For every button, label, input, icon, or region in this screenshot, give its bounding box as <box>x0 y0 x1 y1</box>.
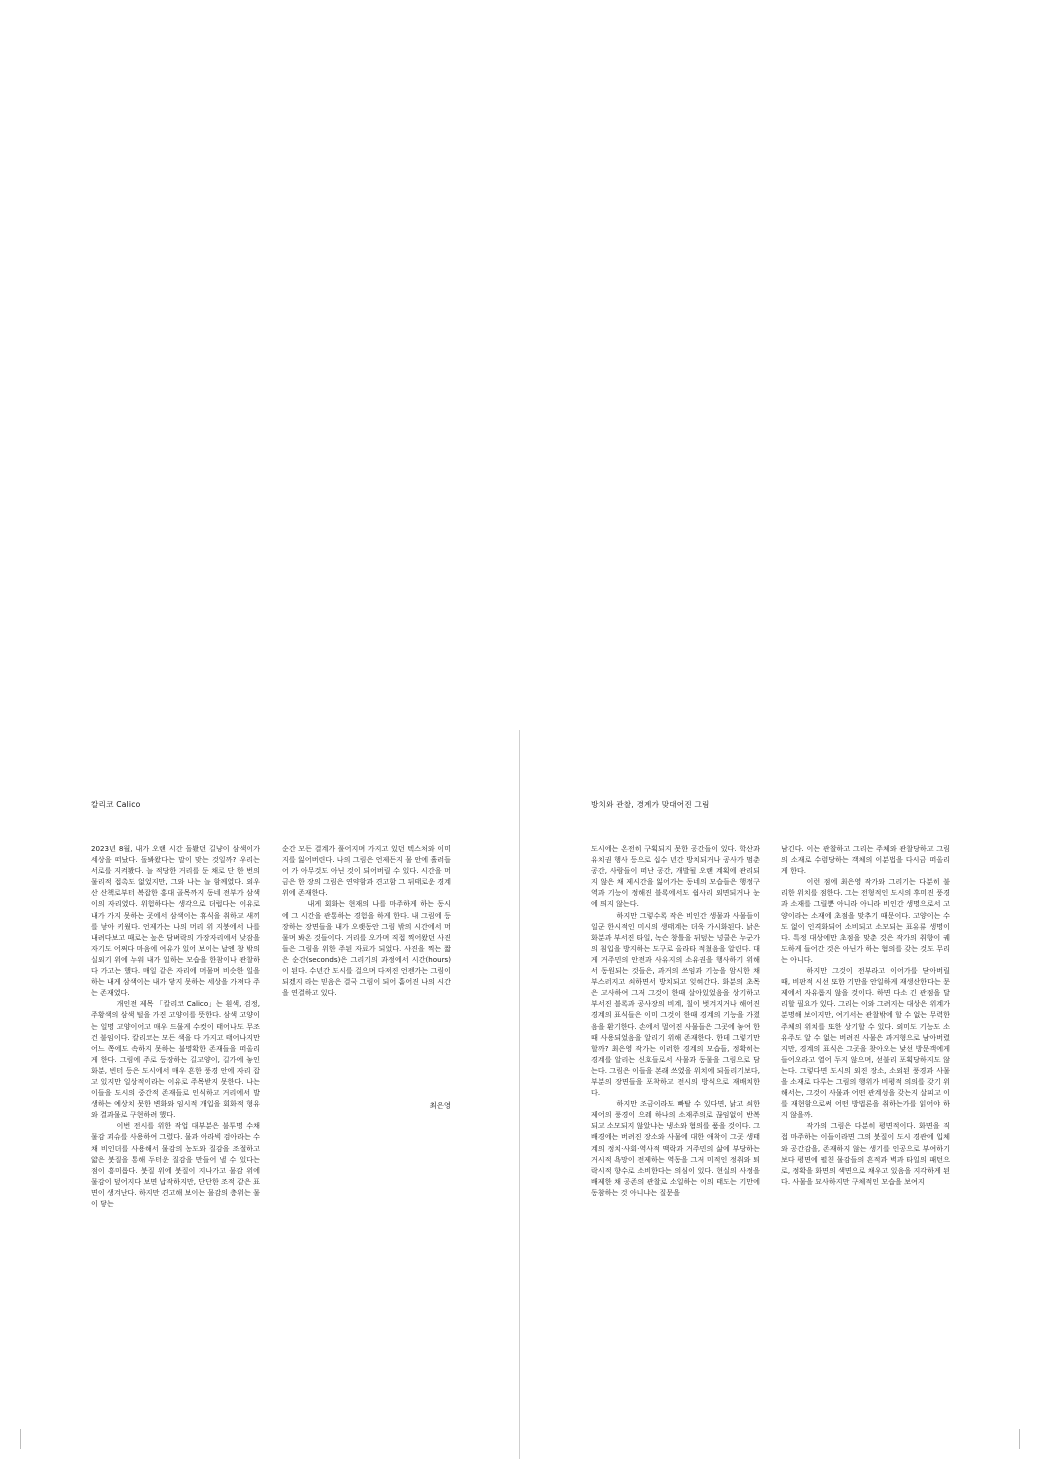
left-page-column-2 <box>282 843 451 998</box>
paragraph: 이번 전시를 위한 작업 대부분은 불투명 수채물감 괴슈를 사용하여 그렸다. 물과 아라빅 검아라는 수채 비인더를 사용해서 물감의 농도와 질감을 조절하고 얇은 붓질을 통해 두터운 질감을 만들어 낼 수 있다는 점이 흥미롭다. 붓질 위에 붓질이 지나가고 물감 위에 물감이 덮어지다 보면 납작하지만, 단단한 조적 같은 표면이 생겨난다. 하지만 견고해 보이는 물감의 층위는 물이 닿는 <box>91 1121 260 1208</box>
paragraph: 남긴다. 이는 관찰하고 그리는 주체와 관찰당하고 그림의 소재로 수렴당하는 객체의 이분법을 다시금 떠올리게 한다. <box>781 844 950 876</box>
left-page-title: 칼리코 Calico <box>91 800 141 809</box>
paragraph: 하지만 그렇수록 작은 비인간 생물과 사물들이 일군 한시적인 미시의 생태계는 더욱 가시화된다. 낡은 화분과 부서진 타일, 녹슨 창틀을 뒤덮는 넝쿨은 누군가의 침입을 방지하는 도구로 올라타 적쳤음을 알린다. 대게 거주민의 안전과 사유지의 소유권을 행사하기 위해서 동원되는 것들은, 과거의 쓰임과 기능을 암시한 채 부스러지고 쇠하면서 방치되고 잊혀간다. 화분의 초목은 고사하여 그저 그것이 한때 살아있었음을 상기하고 부서진 블록과 공사장의 비계, 칠이 벗겨지거나 해어진 경계의 표식들은 이미 그것이 한때 경계의 기능을 가졌음을 환기한다. 손에서 멀어진 사물들은 그곳에 놓여 한때 사용되었음을 알리기 위해 존재한다. 한데 그렇기만 할까? 최은영 작가는 이러한 경계의 모습들, 정확히는 경계를 알리는 신호들로서 사물과 동물을 그림으로 담는다. 그림은 이들을 본래 쓰였을 위치에 되돌리기보다, 부분의 장면들을 포착하고 전시의 방식으로 재배치한다. <box>591 910 760 1098</box>
right-page-column-1 <box>591 843 760 1198</box>
paragraph: 작가의 그림은 다분히 평면적이다. 화면을 직접 마주하는 이들이라면 그의 붓질이 도시 경관에 입체와 공간감을, 존재하지 않는 생기를 인공으로 부여하기보다 평면에 펼친 물감들의 흔적과 벽과 타일의 패턴으로, 정확을 화면의 색면으로 채우고 있음을 지각하게 된다. 사물을 묘사하지만 구체적인 모습을 보여지 <box>781 1121 950 1186</box>
author-name: 최은영 <box>429 1101 451 1110</box>
page-spine <box>519 730 520 1459</box>
right-page-title: 방치와 관찰, 경계가 맞대어진 그림 <box>591 800 710 809</box>
left-page-column-1 <box>91 843 260 1209</box>
paragraph: 내게 회화는 현재의 나를 마주하게 하는 동시에 그 시간을 관통하는 경험을 하게 한다. 내 그림에 등장하는 장면들을 내가 오랫동안 그림 밖의 시간에서 머물며 봐온 것들이다. 거리를 오가며 직접 찍어왔던 사진들은 그림을 위한 주된 자료가 되었다. 사진을 찍는 짧은 순간(seconds)은 그리기의 과정에서 시간(hours)이 된다. 수년간 도시를 걸으며 다져진 언젠가는 그림이 되겠지 라는 믿음은 결국 그림이 되어 흩어진 나의 시간을 연결하고 있다. <box>282 899 451 998</box>
crop-mark-right <box>1019 1429 1020 1449</box>
paragraph: 도시에는 온전히 구획되지 못한 공간들이 있다. 학산과 유치권 행사 등으로 십수 년간 방치되거나 공사가 멈춘 공간, 사람들이 떠난 공간, 개발될 오랜 계획에 관리되지 않은 채 제시간을 잃어가는 동네의 모습들은 행정구역과 기능이 정해진 블록에서도 쉽사리 외면되거나 눈에 띄지 않는다. <box>591 844 760 909</box>
paragraph: 개인전 제목 「칼리코 Calico」는 흰색, 검정, 주황색의 삼색 털을 가진 고양이를 뜻한다. 삼색 고양이는 일명 고양이어고 매우 드물게 수컷이 태어나도 무조건 불임이다. 칼리코는 모든 색을 다 가지고 태어나지만 어느 쪽에도 속하지 못하는 불명확한 존재들을 떠올리게 한다. 그림에 주로 등장하는 길고양이, 길가에 놓인 화분, 빈터 등은 도시에서 매우 흔한 풍경 안에 자리 잡고 있지만 일상적이라는 이유로 주목받지 못한다. 나는 이들을 도시의 중간적 존재들로 인식하고 거리에서 발생하는 예상치 못한 변화와 임시적 개입을 회화적 형유와 결과물로 구현하려 했다. <box>91 999 260 1120</box>
crop-mark-left <box>20 1429 21 1449</box>
right-page-column-2 <box>781 843 950 1187</box>
paragraph: 하지만 조금이라도 빠탈 수 있다면, 낡고 쇠한 제어의 풍경이 으레 하나의 소재주의로 끊임없이 반복되고 소모되지 않았냐는 냉소와 혐의를 품을 것이다. 그 배경에는 버려진 장소와 사물에 대한 애착이 그곳 생태계의 정치·사회·역사적 맥락과 거주민의 삶에 부당하는 거시적 욕망이 전제하는 역동을 그저 미적인 정취와 퇴락시적 향수로 소비한다는 의심이 있다. 현실의 사정을 배제한 채 공존의 관찰로 소일하는 이의 태도는 기만에 동참하는 것 아니냐는 질문을 <box>591 1099 760 1197</box>
paragraph: 순간 모든 결계가 풀어지며 가지고 있던 텍스처와 이미지를 잃어버린다. 나의 그림은 언제든지 물 안에 흘러들어 가 아무것도 아닌 것이 되어버릴 수 있다. 시간을 머금은 한 장의 그림은 연약함과 견고함 그 뒤태로운 경계 위에 존재한다. <box>282 844 451 898</box>
paragraph: 이런 점에 최은영 작가와 그리기는 다분히 불리한 위치를 점한다. 그는 전형적인 도시의 후미진 풍경과 소재를 그릴뿐 아니라 아니라 비인간 생명으로서 고양이라는 소재에 초점을 맞추기 때문이다. 고양이는 수도 없이 인격화되어 소비되고 소모되는 표유류 생명이다. 특정 대상에만 초점을 맞춘 것은 작가의 취향이 궤도하게 들어간 것은 아닌가 하는 혐의를 갖는 것도 무리는 아니다. <box>781 877 950 964</box>
paragraph: 하지만 그것이 전부라고 이어가를 닫아버릴 때, 비판적 시선 또한 기만을 안일하게 재생산한다는 문제에서 자유롭지 않을 것이다. 하면 다소 긴 관점을 달리할 필요가 있다. 그리는 이와 그려지는 대상은 위계가 분명해 보이지만, 여기서는 관찰밖에 할 수 없는 무력한 주체의 위치를 또한 상기할 수 있다. 외미도 기능도 소유주도 알 수 없는 버려진 사물은 과거형으로 남아버렸지만, 경계의 표식은 그곳을 찾아오는 낯선 방문객에게 들어오라고 열어 두지 않으며, 섣불리 포획당하지도 않는다. 그렇다면 도시의 외진 장소, 소외된 풍경과 사물을 소재로 다루는 그림의 행위가 비평적 의의를 갖기 위해서는, 그것이 사물과 어떤 관계성을 갖는지 살피고 이를 재현함으로써 어떤 방법론을 취하는가를 읽어야 하지 않을까. <box>781 966 950 1120</box>
paragraph: 2023년 8월, 내가 오랜 시간 돌봤던 길냥이 삼색이가 세상을 떠났다. 돌봐왔다는 말이 맞는 것일까? 우리는 서로를 지켜봤다. 늘 적당한 거리를 둔 채로 단 한 번의 물리적 접촉도 없었지만, 그와 나는 늘 함께였다. 외우산 산책로부터 복잡한 홍대 골목까지 동네 전부가 삼색이의 자리였다. 위험하다는 생각으로 더럽다는 이유로 내가 가지 못하는 곳에서 삼색이는 휴식을 취하고 새끼를 낳아 키웠다. 언제가는 나의 머리 위 지붕에서 나를 내려다보고 때로는 높은 담벼락의 가장자리에서 낮잠을 자기도 어쩌다 마음에 여유가 있어 보이는 날엔 창 밖의 실외기 위에 누워 내가 일하는 모습을 한참이나 관찰하다 가고는 했다. 매일 같은 자리에 머물며 비슷한 일을 하는 내게 삼색이는 내가 닿지 못하는 세상을 가져다 주는 존재였다. <box>91 844 260 998</box>
